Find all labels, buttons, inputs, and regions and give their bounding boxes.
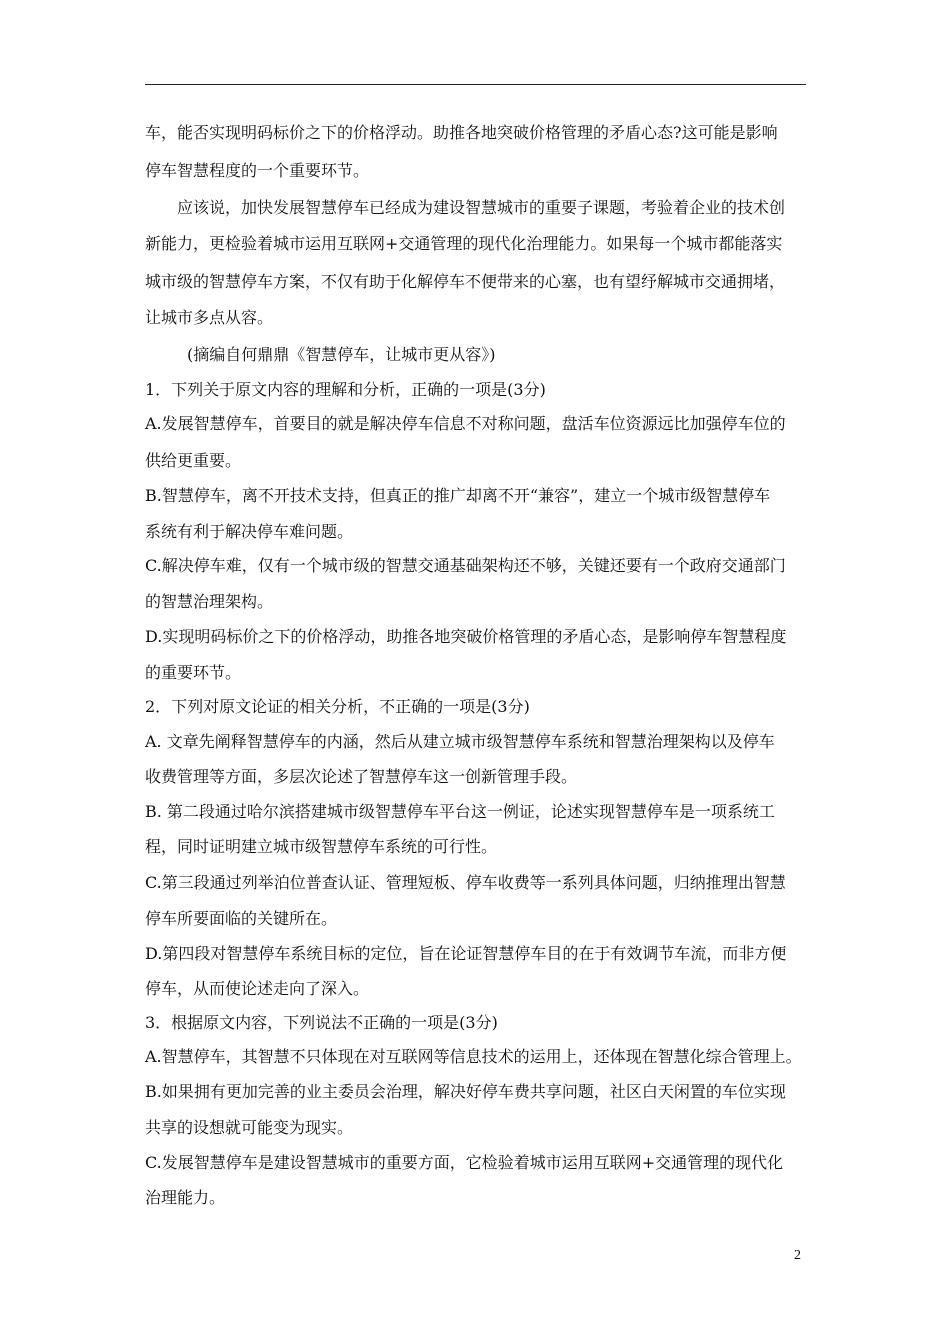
question-1-stem: 1．下列关于原文内容的理解和分析，正确的一项是(3分): [145, 380, 546, 399]
body-line: 停车智慧程度的一个重要环节。: [145, 161, 370, 180]
question-2-option-a: A. 文章先阐释智慧停车的内涵，然后从建立城市级智慧停车系统和智慧治理架构以及停车: [145, 732, 775, 751]
question-1-option-a: A.发展智慧停车，首要目的就是解决停车信息不对称问题，盘活车位资源远比加强停车位的: [145, 414, 786, 433]
question-3-stem: 3．根据原文内容，下列说法不正确的一项是(3分): [145, 1013, 498, 1032]
header-rule: [145, 84, 806, 85]
question-2-option-b: B. 第二段通过哈尔滨搭建城市级智慧停车平台这一例证，论述实现智慧停车是一项系统工: [145, 802, 775, 821]
question-1-option-a-cont: 供给更重要。: [145, 451, 242, 470]
question-3-option-c: C.发展智慧停车是建设智慧城市的重要方面，它检验着城市运用互联网+交通管理的现代化: [145, 1153, 784, 1172]
question-3-option-b: B.如果拥有更加完善的业主委员会治理，解决好停车费共享问题，社区白天闲置的车位实现: [145, 1082, 786, 1101]
question-2-option-c-cont: 停车所要面临的关键所在。: [145, 909, 338, 928]
question-2-option-c: C.第三段通过列举泊位普查认证、管理短板、停车收费等一系列具体问题，归纳推理出智慧: [145, 873, 786, 892]
question-1-option-c: C.解决停车难，仅有一个城市级的智慧交通基础架构还不够，关键还要有一个政府交通部门: [145, 556, 786, 575]
question-1-option-d: D.实现明码标价之下的价格浮动，助推各地突破价格管理的矛盾心态，是影响停车智慧程度: [145, 627, 787, 646]
question-3-option-a: A.智慧停车，其智慧不只体现在对互联网等信息技术的运用上，还体现在智慧化综合管理上。: [145, 1047, 802, 1066]
question-2-option-d-cont: 停车，从而使论述走向了深入。: [145, 979, 370, 998]
question-1-option-b: B.智慧停车，离不开技术支持，但真正的推广却离不开“兼容”，建立一个城市级智慧停车: [145, 486, 771, 505]
question-1-option-d-cont: 的重要环节。: [145, 663, 242, 682]
page-number: 2: [794, 1248, 801, 1263]
body-line: 车，能否实现明码标价之下的价格浮动。助推各地突破价格管理的矛盾心态?这可能是影响: [145, 123, 778, 142]
question-2-option-a-cont: 收费管理等方面，多层次论述了智慧停车这一创新管理手段。: [145, 767, 578, 786]
body-line: 城市级的智慧停车方案，不仅有助于化解停车不便带来的心塞，也有望纾解城市交通拥堵，: [145, 272, 786, 291]
question-2-stem: 2．下列对原文论证的相关分析，不正确的一项是(3分): [145, 697, 530, 716]
question-2-option-b-cont: 程，同时证明建立城市级智慧停车系统的可行性。: [145, 837, 498, 856]
source-citation: (摘编自何鼎鼎《智慧停车，让城市更从容》): [187, 345, 496, 364]
question-1-option-b-cont: 系统有利于解决停车难问题。: [145, 522, 354, 541]
paragraph-start-line: 应该说，加快发展智慧停车已经成为建设智慧城市的重要子课题，考验着企业的技术创: [177, 198, 786, 217]
question-3-option-b-cont: 共享的设想就可能变为现实。: [145, 1118, 354, 1137]
question-1-option-c-cont: 的智慧治理架构。: [145, 592, 274, 611]
body-line: 让城市多点从容。: [145, 308, 274, 327]
question-2-option-d: D.第四段对智慧停车系统目标的定位，旨在论证智慧停车目的在于有效调节车流，而非方便: [145, 944, 787, 963]
body-line: 新能力，更检验着城市运用互联网+交通管理的现代化治理能力。如果每一个城市都能落实: [145, 234, 783, 253]
question-3-option-c-cont: 治理能力。: [145, 1188, 226, 1207]
